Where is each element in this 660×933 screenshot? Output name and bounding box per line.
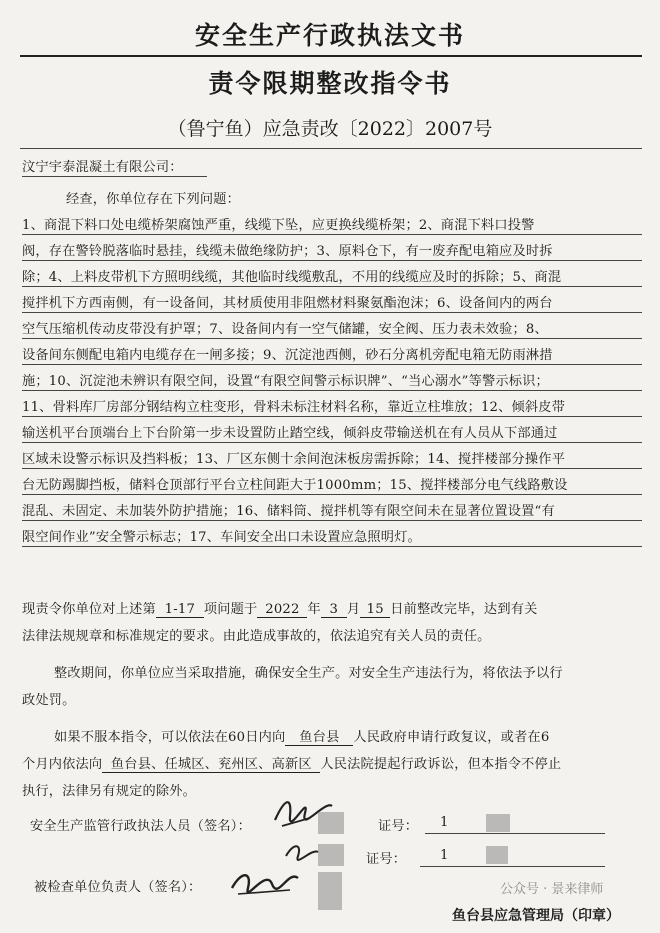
order-line-2: 法律法规规章和标准规定的要求。由此造成事故的，依法追究有关人员的责任。 <box>22 629 491 644</box>
document-number: （鲁宁鱼）应急责改〔2022〕2007号 <box>167 118 493 140</box>
problem-underline <box>22 234 642 235</box>
problem-underline <box>22 494 642 495</box>
recipient-name: 汶宁宇泰混凝土有限公司： <box>22 160 183 175</box>
problem-line: 区域未设警示标识及挡料板；13、厂区东侧十余间泡沫板房需拆除；14、搅拌楼部分操作平 <box>22 452 566 467</box>
order-suffix: 日前整改完毕，达到有关 <box>390 602 538 617</box>
redacted-block <box>318 872 342 910</box>
cert-label-2: 证号： <box>366 852 407 867</box>
problem-underline <box>22 442 642 443</box>
redacted-block <box>318 812 344 834</box>
problem-underline <box>22 468 642 469</box>
order-month: 3 <box>321 602 347 618</box>
order-year-unit: 年 <box>307 602 321 617</box>
redacted-block <box>486 814 510 832</box>
header-rule-top <box>20 55 642 57</box>
problem-underline <box>22 364 642 365</box>
problem-underline <box>22 286 642 287</box>
document-type-title: 安全生产行政执法文书 <box>194 21 465 50</box>
redacted-block <box>318 844 344 866</box>
order-mid: 项问题于 <box>203 602 258 617</box>
problem-underline <box>22 338 642 339</box>
problem-line: 施；10、沉淀池未辨识有限空间，设置“有限空间警示标识牌”、“当心溺水”等警示标识； <box>22 374 549 389</box>
problem-underline <box>22 260 642 261</box>
order-month-unit: 月 <box>346 602 361 617</box>
appeal-text: 人民法院提起行政诉讼，但本指令不停止 <box>320 757 562 772</box>
cert-number-2: 1 <box>440 848 449 863</box>
recipient-underline <box>22 176 207 177</box>
problem-underline <box>22 390 642 391</box>
appeal-line-2 <box>22 753 561 773</box>
period-line-1: 整改期间，你单位应当采取措施，确保安全生产。对安全生产违法行为，将依法予以行 <box>54 666 563 681</box>
order-year: 2022 <box>257 602 307 618</box>
appeal-text: 如果不服本指令，可以依法在60日内向 <box>54 730 286 745</box>
cert-underline-2 <box>420 866 605 867</box>
order-range: 1-17 <box>156 602 204 618</box>
issuing-authority-seal: 鱼台县应急管理局（印章） <box>452 908 620 924</box>
cert-number-1: 1 <box>440 815 449 830</box>
cert-underline-1 <box>425 833 605 834</box>
problem-line: 输送机平台顶端台上下台阶第一步未设置防止踏空线，倾斜皮带输送机在有人员从下部通过 <box>22 426 558 441</box>
problem-line: 空气压缩机传动皮带没有护罩；7、设备间内有一空气储罐，安全阀、压力表未效验；8、 <box>22 322 548 337</box>
problem-line: 阀，存在警铃脱落临时悬挂，线缆未做绝缘防护；3、原料仓下，有一废弃配电箱应及时拆 <box>22 244 553 259</box>
appeal-county: 鱼台县 <box>285 726 353 746</box>
period-line-2: 政处罚。 <box>22 693 76 708</box>
redacted-block <box>486 846 508 864</box>
problem-line: 除；4、上料皮带机下方照明线缆，其他临时线缆敷乱，不用的线缆应及时的拆除；5、商混 <box>22 270 562 285</box>
order-day: 15 <box>360 602 390 618</box>
inspected-signature-scribble <box>228 862 303 900</box>
problem-underline <box>22 520 642 521</box>
problem-underline <box>22 312 642 313</box>
problem-underline <box>22 416 642 417</box>
appeal-text: 人民政府申请行政复议，或者在6 <box>353 730 550 745</box>
appeal-line-3: 执行，法律另有规定的除外。 <box>22 784 197 799</box>
problem-line: 混乱、未固定、未加装外防护措施；16、储料筒、搅拌机等有限空间未在显著位置设置“有 <box>22 504 555 519</box>
problem-line: 台无防踢脚挡板，储料仓顶部行平台立柱间距大于1000mm；15、搅拌楼部分电气线路敷设 <box>22 478 568 493</box>
problem-line: 11、骨料库厂房部分钢结构立柱变形，骨料未标注材料名称，靠近立柱堆放；12、倾斜皮带 <box>22 400 566 415</box>
problem-line: 1、商混下料口处电缆桥架腐蚀严重，线缆下坠，应更换线缆桥架；2、商混下料口投警 <box>22 218 535 233</box>
appeal-text: 个月内依法向 <box>22 757 103 772</box>
document-subtitle: 责令限期整改指令书 <box>208 69 452 98</box>
order-prefix: 现责令你单位对上述第 <box>22 602 156 617</box>
problem-line: 搅拌机下方西南侧，有一设备间，其材质使用非阻燃材料聚氨酯泡沫；6、设备间内的两台 <box>22 296 553 311</box>
intro-text: 经查，你单位存在下列问题： <box>66 192 241 207</box>
header-rule-bottom <box>20 148 642 149</box>
problem-line: 设备间东侧配电箱内电缆存在一闸多接；9、沉淀池西侧，砂石分离机旁配电箱无防雨淋措 <box>22 348 553 363</box>
appeal-courts: 鱼台县、任城区、兖州区、高新区 <box>102 753 320 773</box>
wechat-watermark: 公众号 · 景来律师 <box>500 882 604 897</box>
appeal-line-1 <box>54 726 549 746</box>
problem-line: 限空间作业”安全警示标志；17、车间安全出口未设置应急照明灯。 <box>22 530 421 545</box>
officer-signature-label: 安全生产监管行政执法人员（签名）： <box>30 819 251 834</box>
problem-underline <box>22 546 642 547</box>
inspected-unit-signature-label: 被检查单位负责人（签名）： <box>34 880 202 895</box>
cert-label-1: 证号： <box>378 819 419 834</box>
order-paragraph <box>22 598 647 618</box>
